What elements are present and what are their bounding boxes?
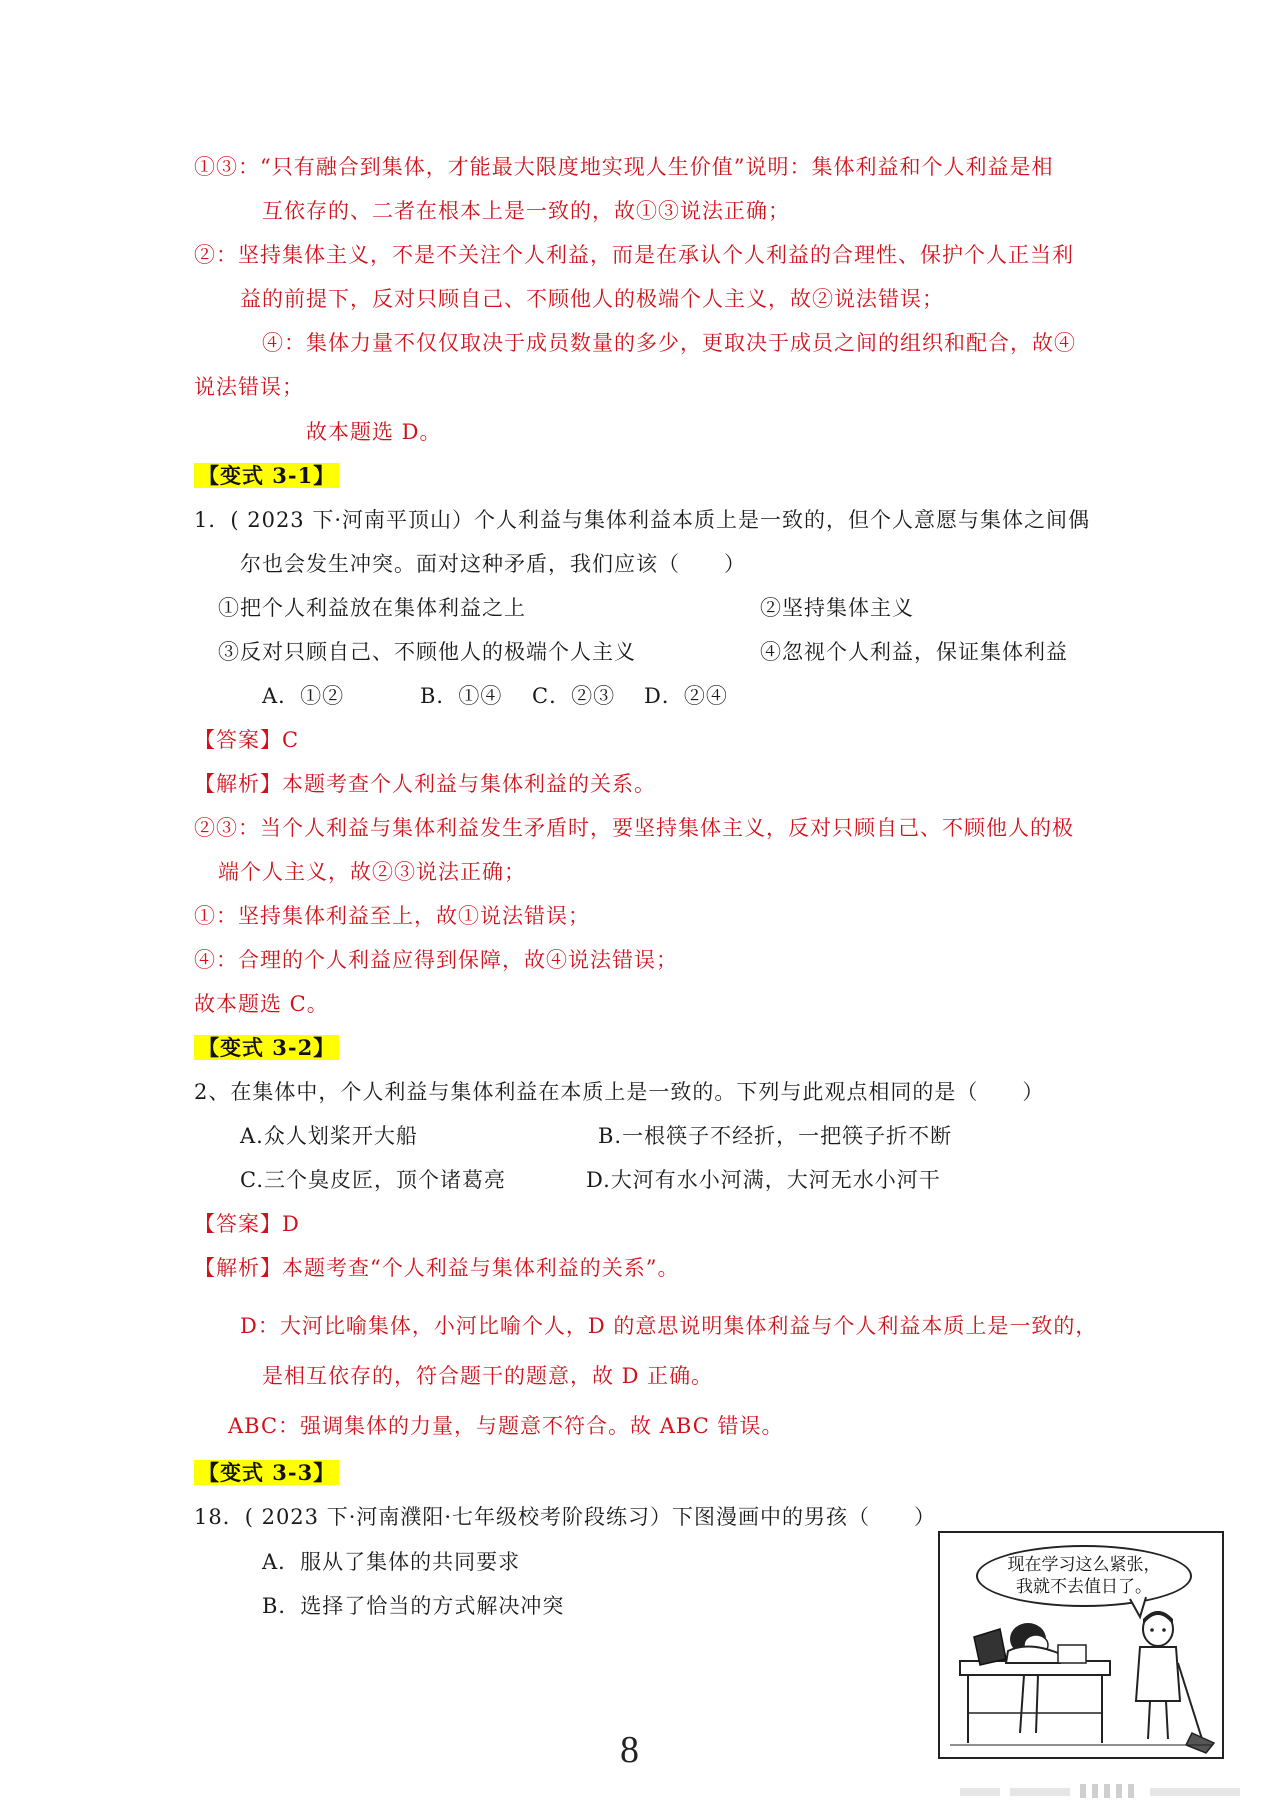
variant-tag-label: 【变式 3-2】 <box>194 1035 339 1060</box>
speech-bubble-line: 现在学习这么紧张， <box>1007 1555 1161 1575</box>
variant-tag <box>194 461 339 491</box>
analysis-conclusion: 故本题选 C。 <box>194 992 329 1016</box>
statement-option: ②坚持集体主义 <box>760 596 914 620</box>
choice-option: D．②④ <box>644 684 728 708</box>
choice-option: B．①④ <box>420 684 503 708</box>
comic-drawing <box>940 1533 1222 1757</box>
analysis-line: 益的前提下，反对只顾自己、不顾他人的极端个人主义，故②说法错误； <box>240 287 944 311</box>
choice-option: D.大河有水小河满，大河无水小河干 <box>586 1168 941 1192</box>
question-stem: 1．( 2023 下·河南平顶山）个人利益与集体利益本质上是一致的，但个人意愿与集体之间偶 <box>194 508 1091 532</box>
analysis-line: 是相互依存的，符合题干的题意，故 D 正确。 <box>262 1364 714 1388</box>
answer-line: 【答案】D <box>194 1212 300 1236</box>
watermark-bars <box>960 1782 1260 1800</box>
speech-bubble-line: 我就不去值日了。 <box>1016 1577 1152 1597</box>
analysis-line: ④：合理的个人利益应得到保障，故④说法错误； <box>194 948 678 972</box>
analysis-line: 互依存的、二者在根本上是一致的，故①③说法正确； <box>262 199 790 223</box>
comic-illustration <box>938 1531 1224 1759</box>
question-stem: 尔也会发生冲突。面对这种矛盾，我们应该（ ） <box>240 552 746 576</box>
choice-option: B．选择了恰当的方式解决冲突 <box>262 1594 565 1618</box>
variant-tag-label: 【变式 3-3】 <box>194 1460 339 1485</box>
question-stem: 2、在集体中，个人利益与集体利益在本质上是一致的。下列与此观点相同的是（ ） <box>194 1080 1045 1104</box>
choice-option: C.三个臭皮匠，顶个诸葛亮 <box>240 1168 506 1192</box>
choice-option: A．①② <box>262 684 345 708</box>
statement-option: ③反对只顾自己、不顾他人的极端个人主义 <box>218 640 636 664</box>
choice-option: A．服从了集体的共同要求 <box>262 1550 521 1574</box>
variant-tag-label: 【变式 3-1】 <box>194 463 339 488</box>
analysis-line: 【解析】本题考查个人利益与集体利益的关系。 <box>194 772 656 796</box>
statement-option: ①把个人利益放在集体利益之上 <box>218 596 526 620</box>
analysis-line: 说法错误； <box>194 375 304 399</box>
analysis-line: ①：坚持集体利益至上，故①说法错误； <box>194 904 590 928</box>
analysis-line: ④：集体力量不仅仅取决于成员数量的多少，更取决于成员之间的组织和配合，故④ <box>262 331 1076 355</box>
analysis-line: ②③：当个人利益与集体利益发生矛盾时，要坚持集体主义，反对只顾自己、不顾他人的极 <box>194 816 1074 840</box>
analysis-line: 端个人主义，故②③说法正确； <box>218 860 526 884</box>
choice-option: B.一根筷子不经折，一把筷子折不断 <box>598 1124 953 1148</box>
answer-line: 【答案】C <box>194 728 300 752</box>
statement-option: ④忽视个人利益，保证集体利益 <box>760 640 1068 664</box>
choice-option: C．②③ <box>532 684 616 708</box>
analysis-line: ABC：强调集体的力量，与题意不符合。故 ABC 错误。 <box>228 1414 784 1438</box>
page-number: 8 <box>620 1729 639 1771</box>
variant-tag <box>194 1033 339 1063</box>
analysis-line: ②：坚持集体主义，不是不关注个人利益，而是在承认个人利益的合理性、保护个人正当利 <box>194 243 1074 267</box>
analysis-conclusion: 故本题选 D。 <box>306 420 442 444</box>
variant-tag <box>194 1458 339 1488</box>
analysis-line: 【解析】本题考查“个人利益与集体利益的关系”。 <box>194 1256 680 1280</box>
choice-option: A.众人划桨开大船 <box>240 1124 418 1148</box>
question-stem: 18．( 2023 下·河南濮阳·七年级校考阶段练习）下图漫画中的男孩（ ） <box>194 1505 937 1529</box>
analysis-line: ①③：“只有融合到集体，才能最大限度地实现人生价值”说明：集体利益和个人利益是相 <box>194 155 1054 179</box>
analysis-line: D：大河比喻集体，小河比喻个人，D 的意思说明集体利益与个人利益本质上是一致的， <box>240 1314 1098 1338</box>
